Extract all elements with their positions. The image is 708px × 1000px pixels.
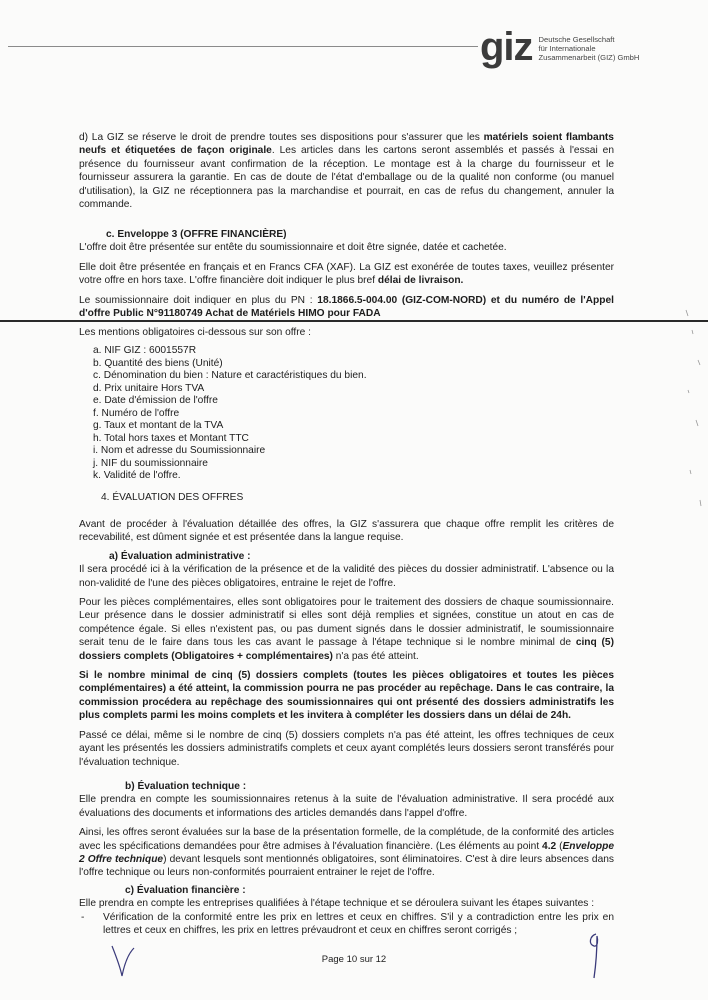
initials-right: [582, 930, 606, 982]
header-rule: [8, 46, 478, 47]
paren-open: (: [556, 840, 563, 852]
logo-line-3: Zusammenarbeit (GIZ) GmbH: [538, 53, 640, 62]
list-item: h. Total hors taxes et Montant TTC: [93, 432, 249, 444]
list-item: a. NIF GIZ : 6001557R: [93, 345, 197, 357]
eval-admin-p2: Pour les pièces complémentaires, elles sont obligatoires pour le traitement des dossiers de chaque soumissionnaire. Leur présence dans le dossier administratif si elles sont déjà remplies et signées, constitue un atout en cas de compétence égale. Si elles n'existent pas, ou pas dument signés dans le dossier administratif, le soumissionnaire serait tenu de le faire dans tous les cas avant le passage à l'étape technique si le nombre minimal de: [79, 597, 614, 649]
eval-admin-p3: Si le nombre minimal de cinq (5) dossiers complets (toutes les pièces obligatoires et toutes les pièces complémentaires) a été atteint, la commission pourra ne pas procéder au repêchage. Dans le cas contraire, la commission procédera au repêchage des soumissionnaires qui ont présenté des dossiers administratifs les plus complets parmi les moins complets et les invitera à compléter les dossiers dans un délai de 24h.: [79, 670, 614, 722]
scan-margin-marks: [678, 300, 708, 540]
page-number: Page 10 sur 12: [321, 954, 387, 965]
list-item: b. Quantité des biens (Unité): [93, 357, 223, 369]
list-item: g. Taux et montant de la TVA: [93, 420, 224, 432]
paragraph-d: [79, 131, 614, 211]
point-ref: 4.2: [542, 840, 557, 852]
enveloppe-3-p3: Le soumissionnaire doit indiquer en plus du PN :: [79, 294, 318, 306]
mentions-intro: Les mentions obligatoires ci-dessous sur son offre :: [79, 327, 311, 338]
paragraph-d-text-1: d) La GIZ se réserve le droit de prendre toutes ses dispositions pour s'assurer que les: [79, 132, 484, 143]
enveloppe-3-heading: c. Enveloppe 3 (OFFRE FINANCIÈRE): [106, 229, 287, 240]
eval-financiere-bullet: Vérification de la conformité entre les prix en lettres et ceux en chiffres. S'il y a contradiction entre les prix en lettres et ceux en chiffres, les prix en lettres prévaudront et ceux en chiffres seront corrigés ;: [103, 911, 614, 937]
list-item: j. NIF du soumissionnaire: [93, 457, 208, 469]
eval-financiere-heading: c) Évaluation financière :: [125, 884, 246, 896]
scan-artifact-line: [0, 320, 708, 322]
initials-left: [108, 942, 138, 982]
list-item: k. Validité de l'offre.: [93, 470, 181, 482]
list-item: e. Date d'émission de l'offre: [93, 395, 218, 407]
list-item: d. Prix unitaire Hors TVA: [93, 382, 205, 394]
mentions-obligatoires: [79, 326, 614, 483]
eval-technique-p2-end: ) devant lesquels sont mentionnés obligatoires, sont éliminatoires. C'est à dire leurs absences dans l'offre technique ou leurs non-conformités pourraient entrainer le rejet de l'offre.: [79, 854, 614, 879]
eval-admin-p2-end: n'a pas été atteint.: [332, 650, 419, 662]
section-4-heading: 4. ÉVALUATION DES OFFRES: [101, 492, 244, 503]
eval-technique-heading: b) Évaluation technique :: [125, 781, 247, 792]
eval-admin-heading: a) Évaluation administrative :: [109, 550, 251, 562]
enveloppe-3-p2: Elle doit être présentée en français et en Francs CFA (XAF). La GIZ est exonérée de toutes taxes, veuillez présenter votre offre en hors taxe. L'offre financière doit indiquer le plus bref: [79, 261, 614, 287]
enveloppe-3-section: [79, 228, 614, 320]
bullet-dash: -: [81, 911, 85, 923]
eval-admin-p2-bold: cinq (5) dossiers complets (Obligatoires + complémentaires): [79, 637, 614, 662]
list-item: f. Numéro de l'offre: [93, 407, 180, 419]
section-4-intro: Avant de procéder à l'évaluation détaillée des offres, la GIZ s'assurera que chaque offre remplit les critères de recevabilité, est dûment signée et est présentée dans la langue requise.: [79, 519, 614, 544]
section-4-heading-wrap: [79, 491, 614, 504]
eval-admin-p1: Il sera procédé ici à la vérification de la présence et de la validité des pièces du dossier administratif. L'absence ou la non-validité de l'une des pièces obligatoires, entraine le rejet de l'offre.: [79, 564, 614, 589]
eval-technique-section: [79, 780, 614, 937]
list-item: [79, 911, 614, 938]
list-item: c. Dénomination du bien : Nature et caractéristiques du bien.: [93, 370, 367, 382]
paragraph-d-text-2: . Les articles dans les cartons seront assemblés et passés à l'essai en présence du fournisseur avant confirmation de la réception. Le montage est à la charge du fournisseur et le fournisseur assurera la garantie. En cas de doute de l'état d'emballage ou de la qualité non conforme (ou manuel d'utilisation), la GIZ ne réceptionnera pas la marchandise et pourrait, en cas de refus du changement, annuler la commande.: [79, 145, 614, 211]
pn-reference: 18.1866.5-004.00 (GIZ-COM-NORD) et du numéro de l'Appel d'offre Public N°91180749 Achat de Matériels HIMO pour FADA: [79, 294, 614, 320]
mentions-list: [79, 345, 614, 483]
enveloppe-2-ref: Enveloppe 2 Offre technique: [79, 840, 614, 866]
logo-line-1: Deutsche Gesellschaft: [538, 35, 615, 44]
list-item: i. Nom et adresse du Soumissionnaire: [93, 445, 266, 457]
giz-logo: [480, 25, 640, 69]
giz-logo-mark: giz: [480, 25, 533, 69]
section-4-body: [79, 518, 614, 769]
eval-admin-p4: Passé ce délai, même si le nombre de cinq (5) dossiers complets n'a pas été atteint, les offres techniques de ceux ayant les présentés les dossiers administratifs complets et ceux ayant complétés leurs dossiers seront transférés pour l'évaluation technique.: [79, 729, 614, 768]
eval-technique-p2: Ainsi, les offres seront évaluées sur la base de la présentation formelle, de la complétude, de la conformité des articles avec les spécifications demandées pour être admises à l'évaluation financière. (Les éléments au point: [79, 827, 614, 852]
eval-technique-p1: Elle prendra en compte les soumissionnaires retenus à la suite de l'évaluation administrative. Il sera procédé aux évaluations des documents et informations des articles demandés dans l'appel d'offre.: [79, 794, 614, 819]
eval-financiere-p1: Elle prendra en compte les entreprises qualifiées à l'étape technique et se déroulera suivant les étapes suivantes :: [79, 898, 595, 910]
logo-line-2: für Internationale: [538, 44, 596, 53]
enveloppe-3-p1: L'offre doit être présentée sur entête du soumissionnaire et doit être signée, datée et cachetée.: [79, 242, 507, 254]
paragraph-d-bold: matériels soient flambants neufs et étiquetées de façon originale: [79, 132, 614, 157]
delai-livraison: délai de livraison.: [377, 275, 464, 287]
giz-logo-text: [539, 35, 640, 64]
